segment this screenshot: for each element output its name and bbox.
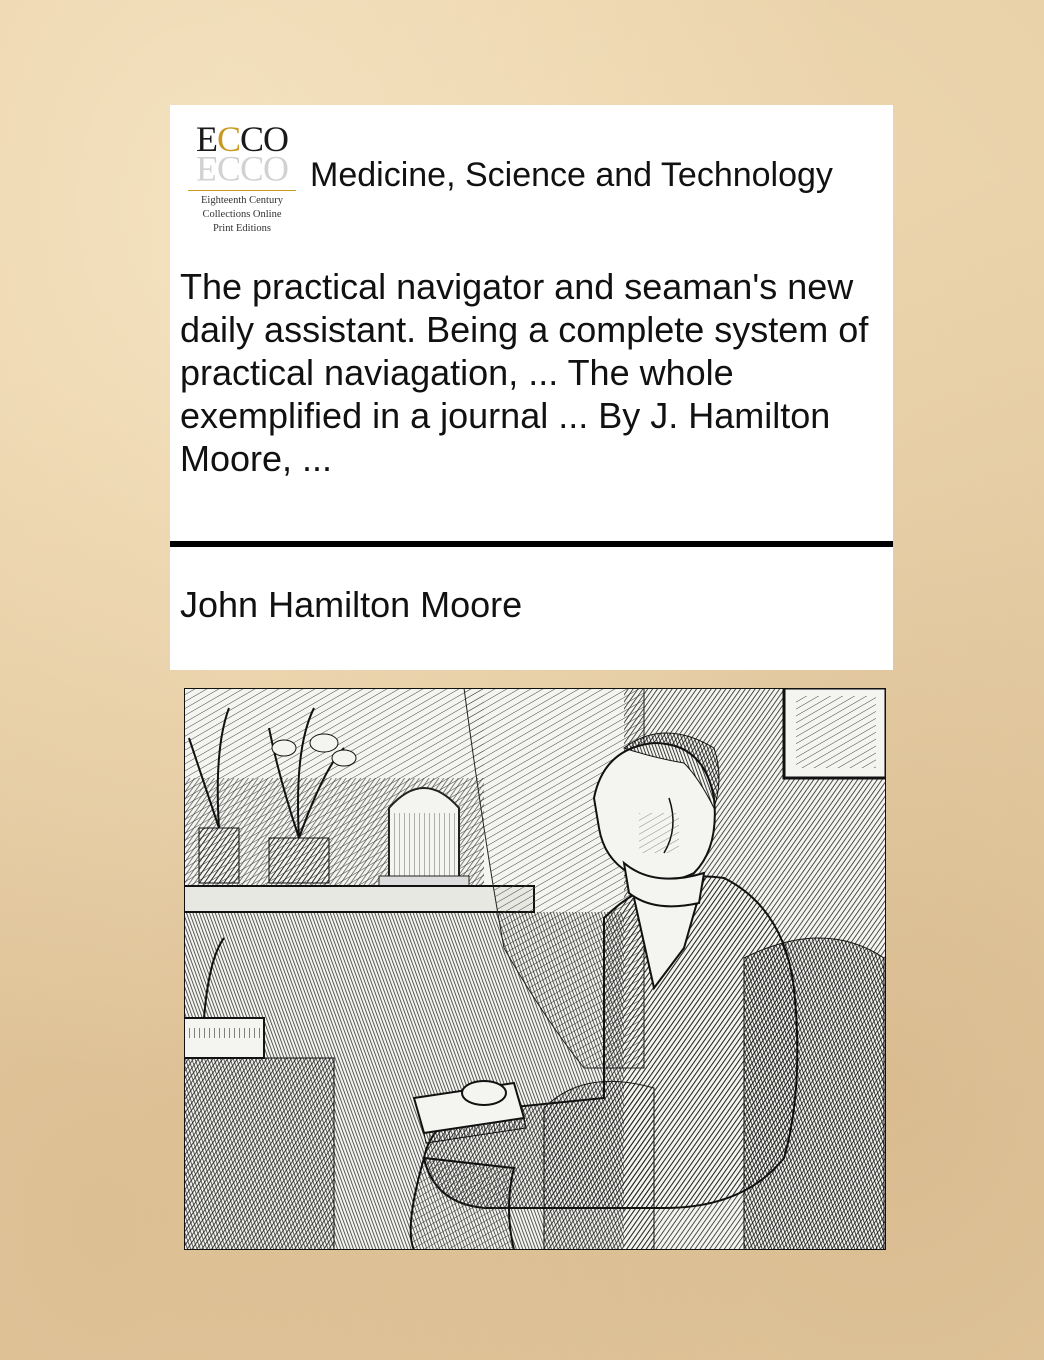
author-name: John Hamilton Moore <box>180 584 523 625</box>
logo-caption-line: Print Editions <box>212 223 272 234</box>
engraving-illustration <box>184 688 886 1250</box>
ecco-logo <box>186 120 298 244</box>
logo-wordmark: ECCO <box>195 119 289 159</box>
logo-caption-line: Eighteenth Century <box>201 195 283 206</box>
book-title: The practical navigator and seaman's new daily assistant. Being a complete system of practical naviagation, ... The whole exemplified in a journal ... By J. Hamilton Moore, ... <box>180 266 869 479</box>
logo-wordmark-reflection: ECCO <box>195 149 288 189</box>
logo-rule <box>188 190 296 191</box>
series-title: Medicine, Science and Technology <box>310 156 833 194</box>
logo-caption-line: Collections Online <box>202 209 282 220</box>
logo-caption <box>186 194 298 236</box>
